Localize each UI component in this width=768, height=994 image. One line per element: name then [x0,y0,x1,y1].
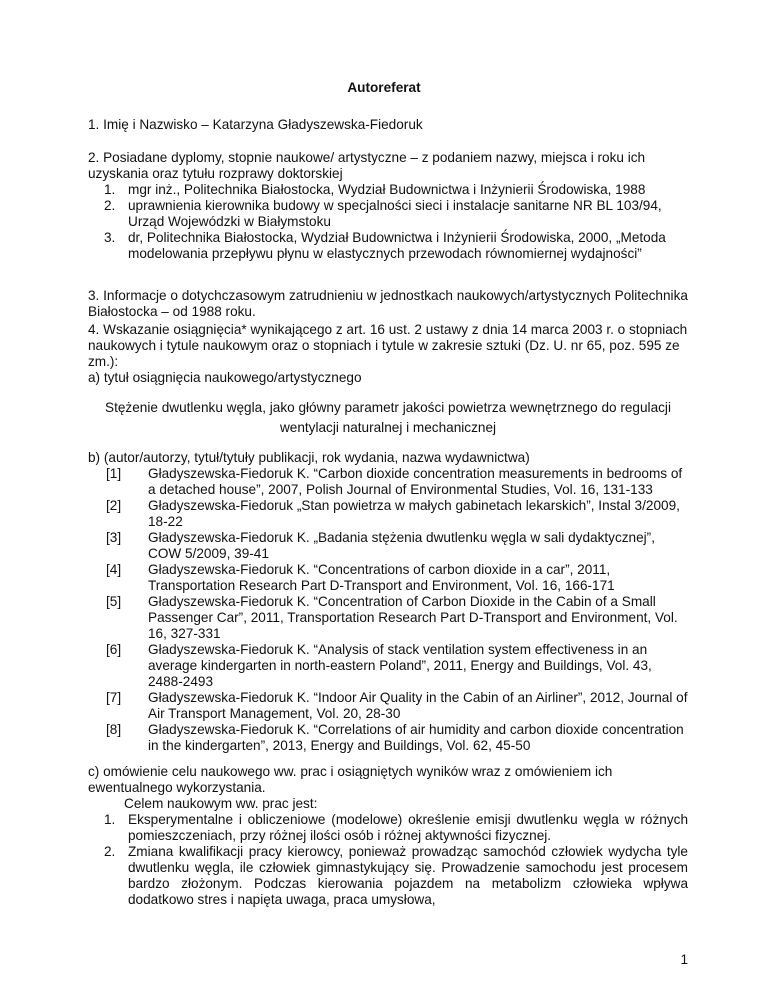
list-item: 1. mgr inż., Politechnika Białostocka, Wydział Budownictwa i Inżynierii Środowiska, 1988 [104,182,646,197]
publication-item: [3] Gładyszewska-Fiedoruk K. „Badania stężenia dwutlenku węgla w sali dydaktycznej”, COW 5/2009, 39-41 [106,530,655,561]
publication-item: [4] Gładyszewska-Fiedoruk K. “Concentrations of carbon dioxide in a car”, 2011, Transportation Research Part D-Transport and Environment, Vol. 16, 166-171 [106,562,615,593]
publication-item: [1] Gładyszewska-Fiedoruk K. “Carbon dioxide concentration measurements in bedrooms of a detached house”, 2007, Polish Journal of Environmental Studies, Vol. 16, 131-133 [106,466,683,497]
scientific-goal-list [88,812,688,908]
publication-item: [7] Gładyszewska-Fiedoruk K. “Indoor Air Quality in the Cabin of an Airliner”, 2012, Journal of Air Transport Management, Vol. 20, 28-30 [106,690,688,721]
list-item: 2. Zmiana kwalifikacji pracy kierowcy, ponieważ prowadząc samochód człowiek wydycha tyle dwutlenku węgla, ile człowiek gimnastykujący się. Prowadzenie samochodu jest procesem bardzo złożonym. Podczas kierowania pojazdem na metabolizm człowieka wpływa dodatkowo stres i napięta uwaga, praca umysłowa, [104,844,688,907]
section-2-heading: 2. Posiadane dyplomy, stopnie naukowe/ artystyczne – z podaniem nazwy, miejsca i roku ich uzyskania oraz tytułu rozprawy doktorskiej [88,150,646,181]
publication-list [88,466,688,754]
scientific-goal-label: c) omówienie celu naukowego ww. prac i osiągniętych wyników wraz z omówieniem ich ewentualnego wykorzystania. [88,764,613,795]
publication-item: [2] Gładyszewska-Fiedoruk „Stan powietrza w małych gabinetach lekarskich”, Instal 3/2009, 18-22 [106,498,680,529]
publications-label: b) (autor/autorzy, tytuł/tytuły publikacji, rok wydania, nazwa wydawnictwa) [88,450,530,465]
publication-item: [5] Gładyszewska-Fiedoruk K. “Concentration of Carbon Dioxide in the Cabin of a Small Passenger Car”, 2011, Transportation Research Part D-Transport and Environment, Vol. 16, 327-331 [106,594,678,641]
section-3-employment: 3. Informacje o dotychczasowym zatrudnieniu w jednostkach naukowych/artystycznych Politechnika Białostocka – od 1988 roku. [88,288,688,319]
section-1-name: 1. Imię i Nazwisko – Katarzyna Gładyszewska-Fiedoruk [88,117,423,132]
list-item: 3. dr, Politechnika Białostocka, Wydział Budownictwa i Inżynierii Środowiska, 2000, „Metoda modelowania przepływu płynu w elastycznych przewodach równomiernej wydajności” [104,230,666,261]
achievement-title-label: a) tytuł osiągnięcia naukowego/artystycznego [88,370,362,385]
achievement-title: Stężenie dwutlenku węgla, jako główny parametr jakości powietrza wewnętrznego do regulacji wentylacji naturalnej i mechanicznej [105,400,671,435]
list-item: 2. uprawnienia kierownika budowy w specjalności sieci i instalacje sanitarne NR BL 103/94, Urząd Wojewódzki w Białymstoku [104,198,662,229]
publication-item: [6] Gładyszewska-Fiedoruk K. “Analysis of stack ventilation system effectiveness in an average kindergarten in north-eastern Poland”, 2011, Energy and Buildings, Vol. 43, 2488-2493 [106,642,652,689]
section-4-heading: 4. Wskazanie osiągnięcia* wynikającego z art. 16 ust. 2 ustawy z dnia 14 marca 2003 r. o stopniach naukowych i tytule naukowym oraz o stopniach i tytule w zakresie sztuki (Dz. U. nr 65, poz. 595 ze zm.): [88,322,688,369]
list-item: 1. Eksperymentalne i obliczeniowe (modelowe) określenie emisji dwutlenku węgla w różnych pomieszczeniach, przy różnej ilości osób i różnej aktywności fizycznej. [104,812,688,843]
document-title: Autoreferat [347,80,421,95]
diploma-list [88,182,688,262]
scientific-goal-intro: Celem naukowym ww. prac jest: [124,796,318,811]
page-number: 1 [680,952,688,967]
publication-item: [8] Gładyszewska-Fiedoruk K. “Correlations of air humidity and carbon dioxide concentration in the kindergarten”, 2013, Energy and Buildings, Vol. 62, 45-50 [106,722,684,753]
